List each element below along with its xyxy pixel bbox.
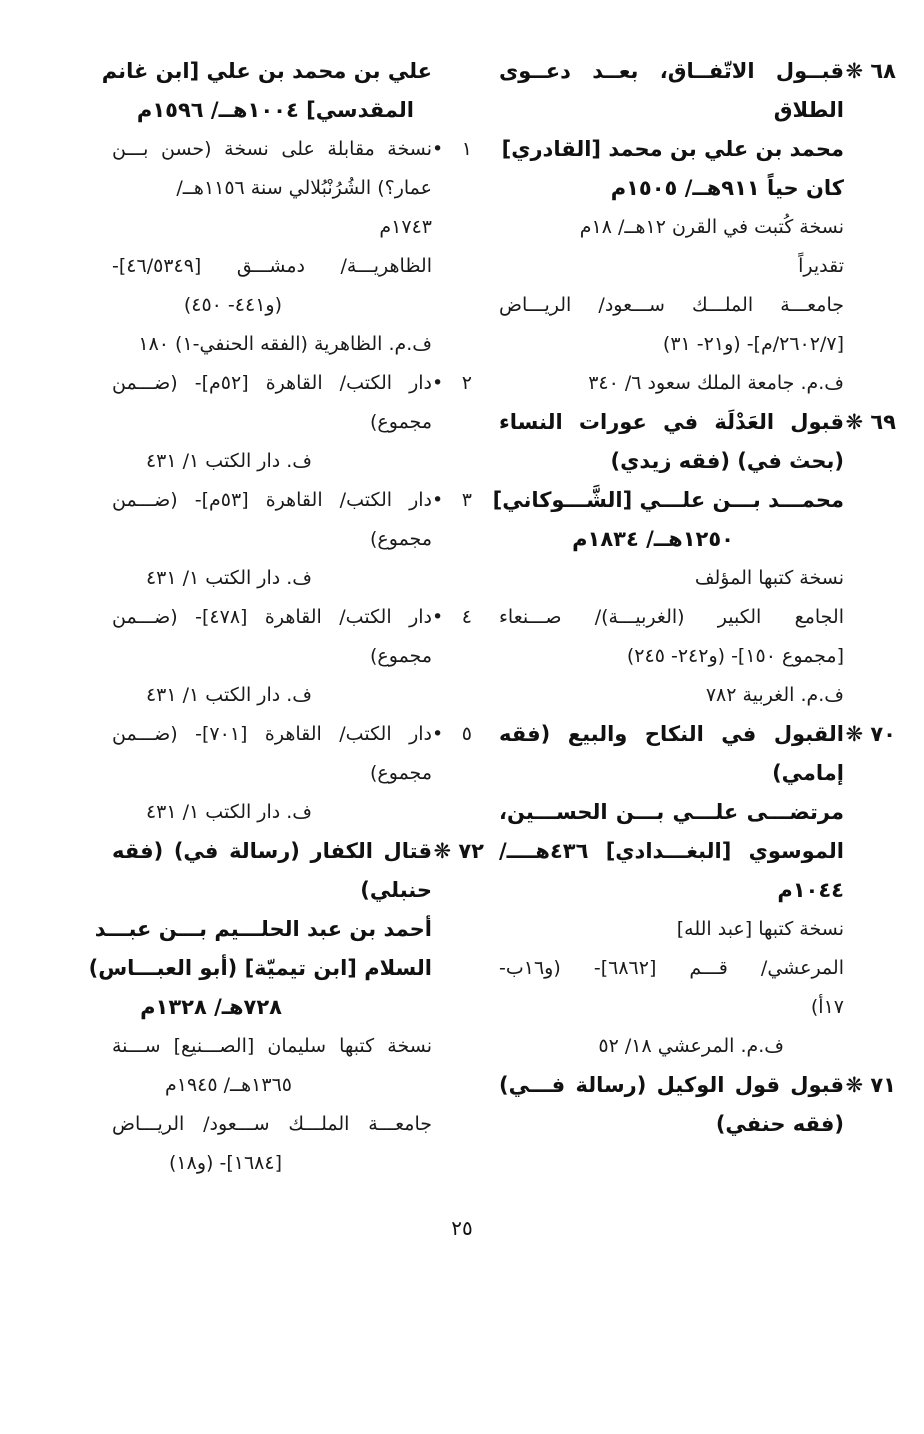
copy-2-text-1: دار الكتب/ القاهرة [٥٢م]- (ضـــمن	[112, 372, 433, 394]
entry-68-detail-3: جامعـــة الملـــك ســـعود/ الريـــاض	[499, 294, 844, 316]
author-continued-line-2: المقدسي] ١٠٠٤هــ/ ١٥٩٦م	[136, 98, 414, 122]
right-column	[492, 52, 896, 1144]
copy-3-text-1: دار الكتب/ القاهرة [٥٣م]- (ضـــمن	[112, 489, 433, 511]
entry-72-number: ٧٢ ❋	[433, 839, 484, 863]
left-column	[88, 52, 484, 1183]
copy-5-text-1: دار الكتب/ القاهرة [٧٠١]- (ضـــمن	[112, 723, 432, 745]
copy-3-line-1	[112, 481, 472, 520]
copy-1-line-3: ١٧٤٣م	[379, 216, 432, 238]
entry-72-author-line-3: ٧٢٨هـ/ ١٣٢٨م	[140, 995, 282, 1019]
entry-72-detail-3: جامعـــة الملـــك ســـعود/ الريـــاض	[112, 1113, 432, 1135]
copy-2-line-1	[112, 364, 472, 403]
entry-70-detail-3: ١٧أ)	[810, 996, 844, 1018]
entry-68-number: ٦٨ ❋	[845, 59, 896, 83]
copy-4-line-1	[112, 598, 472, 637]
entry-69-title-text-1: قبول العَدْلَة في عورات النساء	[499, 410, 844, 434]
copy-1-line-1	[112, 130, 472, 169]
copy-2-number: ٢ •	[432, 372, 472, 394]
entry-71-title-line-1	[499, 1066, 896, 1105]
entry-70-title-text-1: القبول في النكاح والبيع (فقه	[499, 722, 844, 746]
entry-68-author-line-1: محمد بن علي بن محمد [القادري]	[501, 137, 844, 161]
entry-68-title-text-1: قبــول الاتّفــاق، بعــد دعــوى	[499, 59, 844, 83]
copy-2-line-2: مجموع)	[370, 411, 432, 433]
entry-71-number: ٧١ ❋	[845, 1073, 896, 1097]
entry-69-title-line-1	[499, 403, 896, 442]
copy-4-film: ف. دار الكتب ١/ ٤٣١	[145, 684, 312, 706]
copy-4-number: ٤ •	[432, 606, 472, 628]
copy-1-location-2: (و٤٤١- ٤٥٠)	[183, 294, 282, 316]
copy-3-line-2: مجموع)	[370, 528, 432, 550]
entry-69-detail-4: ف.م. الغربية ٧٨٢	[705, 684, 844, 706]
entry-69-detail-2: الجامع الكبير (الغربيـــة)/ صـــنعاء	[499, 606, 844, 628]
copy-4-text-1: دار الكتب/ القاهرة [٤٧٨]- (ضـــمن	[112, 606, 432, 628]
entry-69-author-line-1: محمـــد بـــن علـــي [الشَّـــوكاني]	[492, 488, 844, 512]
entry-70-author-line-3: ١٠٤٤م	[777, 878, 844, 902]
entry-72-author-line-1: أحمد بن عبد الحلـــيم بـــن عبـــد	[94, 917, 432, 941]
copy-5-line-2: مجموع)	[370, 762, 432, 784]
entry-69-author-line-2: ١٢٥٠هــ/ ١٨٣٤م	[572, 527, 734, 551]
copy-1-line-2: عمار؟) الشُرُنْبُلالي سنة ١١٥٦هــ/	[176, 177, 432, 199]
entry-70-number: ٧٠ ❋	[845, 722, 896, 746]
copy-5-film: ف. دار الكتب ١/ ٤٣١	[145, 801, 312, 823]
copy-5-line-1	[112, 715, 472, 754]
entry-68-detail-5: ف.م. جامعة الملك سعود ٦/ ٣٤٠	[588, 372, 844, 394]
entry-70-detail-2: المرعشي/ قـــم [٦٨٦٢]- (و١٦ب-	[499, 957, 844, 979]
entry-69-number: ٦٩ ❋	[845, 410, 896, 434]
entry-71-title-text-1: قبول قول الوكيل (رسالة فـــي)	[499, 1073, 844, 1097]
entry-71-title-line-2: (فقه حنفي)	[715, 1112, 844, 1136]
copy-3-film: ف. دار الكتب ١/ ٤٣١	[145, 567, 312, 589]
entry-68-detail-2: تقديراً	[798, 255, 844, 277]
entry-70-title-line-2: إمامي)	[772, 761, 844, 785]
page-number: ٢٥	[451, 1216, 473, 1240]
entry-68-author-line-2: كان حياً ٩١١هــ/ ١٥٠٥م	[610, 176, 844, 200]
entry-72-title-line-2: حنبلي)	[360, 878, 432, 902]
entry-69-title-line-2: (بحث في) (فقه زيدي)	[610, 449, 844, 473]
copy-1-number: ١ •	[432, 138, 472, 160]
entry-70-author-line-2: الموسوي [البغـــدادي] ٤٣٦هــــ/	[499, 839, 844, 863]
entry-70-author-line-1: مرتضـــى علـــي بـــن الحســـين،	[499, 800, 844, 824]
copy-2-film: ف. دار الكتب ١/ ٤٣١	[145, 450, 312, 472]
entry-72-title-text-1: قتال الكفار (رسالة في) (فقه	[112, 839, 432, 863]
entry-68-title-line-2: الطلاق	[773, 98, 844, 122]
entry-69-detail-3: [مجموع ١٥٠]- (و٢٤٢- ٢٤٥)	[626, 645, 844, 667]
entry-70-detail-4: ف.م. المرعشي ١٨/ ٥٢	[598, 1035, 784, 1057]
entry-72-author-line-2: السلام [ابن تيميّة] (أبو العبـــاس)	[88, 956, 432, 980]
entry-70-detail-1: نسخة كتبها [عبد الله]	[676, 918, 844, 940]
entry-72-detail-1: نسخة كتبها سليمان [الصـــنيع] ســـنة	[112, 1035, 432, 1057]
copy-1-text-1: نسخة مقابلة على نسخة (حسن بـــن	[112, 138, 432, 160]
copy-1-location-1: الظاهريـــة/ دمشـــق [٤٦/٥٣٤٩]-	[112, 255, 432, 277]
entry-70-title-line-1	[499, 715, 896, 754]
copy-1-film: ف.م. الظاهرية (الفقه الحنفي-١) ١٨٠	[138, 333, 432, 355]
entry-69-detail-1: نسخة كتبها المؤلف	[694, 567, 844, 589]
entry-68-detail-1: نسخة كُتبت في القرن ١٢هــ/ ١٨م	[579, 216, 844, 238]
entry-68-detail-4: [٢٦٠٢/٧/م]- (و٢١- ٣١)	[662, 333, 844, 355]
entry-72-detail-4: [١٦٨٤]- (و١٨)	[169, 1152, 282, 1174]
copy-5-number: ٥ •	[432, 723, 472, 745]
entry-68-title-line-1	[499, 52, 896, 91]
author-continued-line-1: علي بن محمد بن علي [ابن غانم	[101, 59, 432, 83]
copy-4-line-2: مجموع)	[370, 645, 432, 667]
entry-72-title-line-1	[112, 832, 484, 871]
copy-3-number: ٣ •	[432, 489, 472, 511]
entry-72-detail-2: ١٣٦٥هــ/ ١٩٤٥م	[164, 1074, 292, 1096]
